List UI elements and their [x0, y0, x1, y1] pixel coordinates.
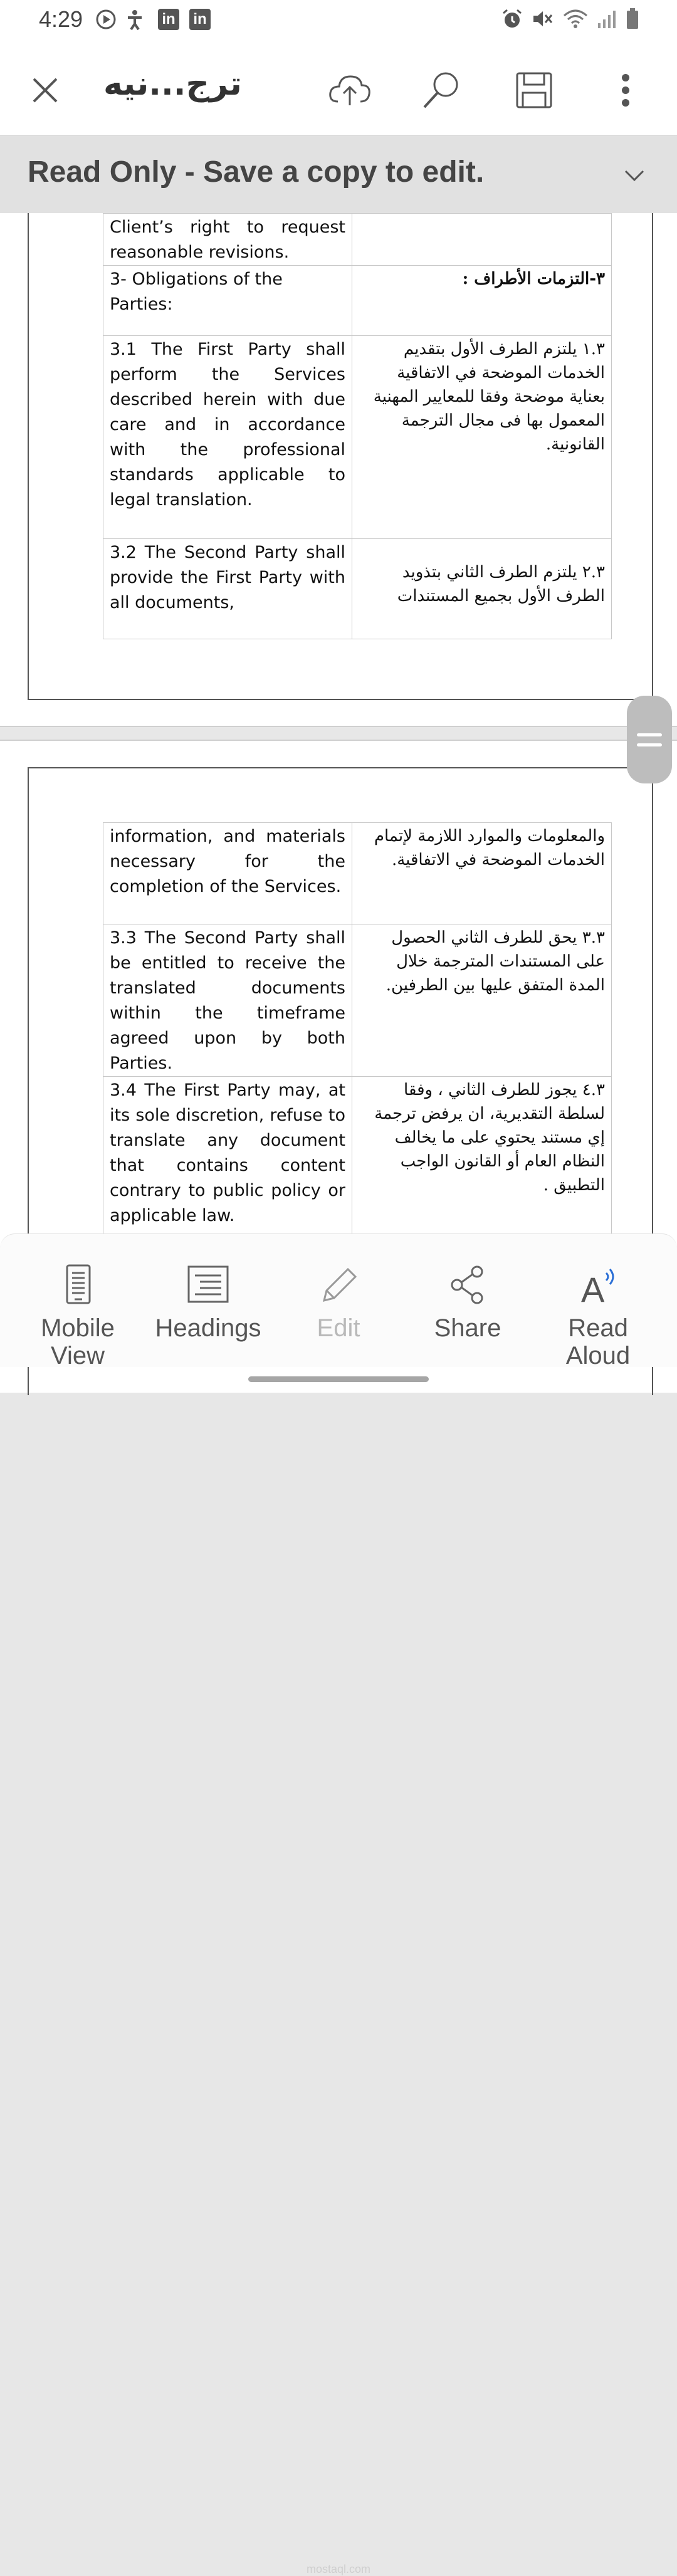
alarm-icon — [501, 8, 523, 33]
english-cell: 3.2 The Second Party shall provide the First Party with all documents, — [103, 539, 352, 639]
upload-button[interactable] — [325, 65, 375, 115]
more-options-button[interactable] — [601, 65, 651, 115]
accessibility-icon — [125, 9, 144, 30]
cloud-upload-icon — [328, 73, 372, 108]
arabic-cell — [352, 214, 612, 266]
bottom-toolbar — [0, 1233, 677, 2575]
status-time: 4:29 — [39, 6, 83, 32]
table-row — [103, 539, 612, 639]
document-page — [0, 213, 677, 727]
app-bar — [0, 40, 677, 135]
arabic-cell: ٣-التزمات الأطراف : — [352, 266, 612, 336]
bilingual-table — [103, 213, 612, 639]
read-aloud-label: Read Aloud — [565, 1314, 631, 1369]
bilingual-table — [103, 822, 612, 1284]
mute-icon — [532, 8, 554, 33]
close-button[interactable] — [20, 65, 70, 115]
headings-icon — [186, 1264, 230, 1306]
share-label: Share — [434, 1314, 501, 1342]
arabic-cell: ٤.٣ يجوز للطرف الثاني ، وفقا لسلطة التقديرية، ان يرفض ترجمة إي مستند يحتوي على ما يخالف النظام العام أو القانون الواجب التطبيق . — [352, 1077, 612, 1284]
arabic-cell: ٣.٣ يحق للطرف الثاني الحصول على المستندات المترجمة خلال المدة المتفق عليها بين الطرفين. — [352, 924, 612, 1077]
close-icon — [31, 76, 59, 104]
table-row — [103, 823, 612, 924]
save-icon — [515, 71, 553, 109]
wifi-icon — [563, 8, 588, 33]
table-row — [103, 336, 612, 539]
share-icon — [446, 1264, 490, 1306]
edit-label: Edit — [317, 1314, 360, 1342]
headings-label: Headings — [155, 1314, 261, 1342]
gesture-nav-handle[interactable] — [248, 1376, 429, 1382]
document-title: ترج...نيه — [103, 65, 242, 103]
signal-icon — [597, 8, 617, 33]
search-icon — [421, 70, 462, 111]
battery-icon — [626, 8, 639, 33]
table-row — [103, 214, 612, 266]
watermark: mostaql.com — [306, 2563, 371, 2575]
arabic-cell: ١.٣ يلتزم الطرف الأول بتقديم الخدمات الموضحة في الاتفاقية بعناية موضحة وفقا للمعايير المهنية المعمول بها فى مجال الترجمة القانونية. — [352, 336, 612, 539]
arabic-cell: ٢.٣ يلتزم الطرف الثاني بتذويد الطرف الأول بجميع المستندات — [352, 539, 612, 639]
play-circle-icon — [95, 9, 117, 30]
read-aloud-icon — [576, 1264, 620, 1306]
linkedin-icon: in — [158, 9, 179, 30]
table-row — [103, 266, 612, 336]
chevron-down-icon[interactable] — [622, 162, 647, 187]
english-cell: Client’s right to request reasonable revisions. — [103, 214, 352, 266]
svg-text:A: A — [581, 1270, 605, 1306]
english-cell: 3- Obligations of the Parties: — [103, 266, 352, 336]
english-cell: information, and materials necessary for the completion of the Services. — [103, 823, 352, 924]
arabic-cell: والمعلومات والموارد اللازمة لإتمام الخدمات الموضحة في الاتفاقية. — [352, 823, 612, 924]
linkedin-icon: in — [189, 9, 211, 30]
banner-text: Read Only - Save a copy to edit. — [28, 155, 485, 189]
english-cell: 3.4 The First Party may, at its sole discretion, refuse to translate any document that contains content contrary to public policy or applicable law. — [103, 1077, 352, 1284]
save-button[interactable] — [509, 65, 559, 115]
mobile-view-icon — [56, 1264, 100, 1306]
english-cell: 3.3 The Second Party shall be entitled to receive the translated documents within the timeframe agreed upon by both Parties. — [103, 924, 352, 1077]
english-cell: 3.1 The First Party shall perform the Services described herein with due care and in accordance with the professional standards applicable to legal translation. — [103, 336, 352, 539]
scroll-handle[interactable] — [627, 696, 672, 783]
search-button[interactable] — [416, 65, 466, 115]
pencil-icon — [317, 1264, 360, 1306]
more-vert-icon — [621, 73, 631, 108]
read-only-banner[interactable] — [0, 135, 677, 214]
table-row — [103, 924, 612, 1077]
status-bar — [0, 0, 677, 40]
mobile-view-label: Mobile View — [41, 1314, 115, 1369]
